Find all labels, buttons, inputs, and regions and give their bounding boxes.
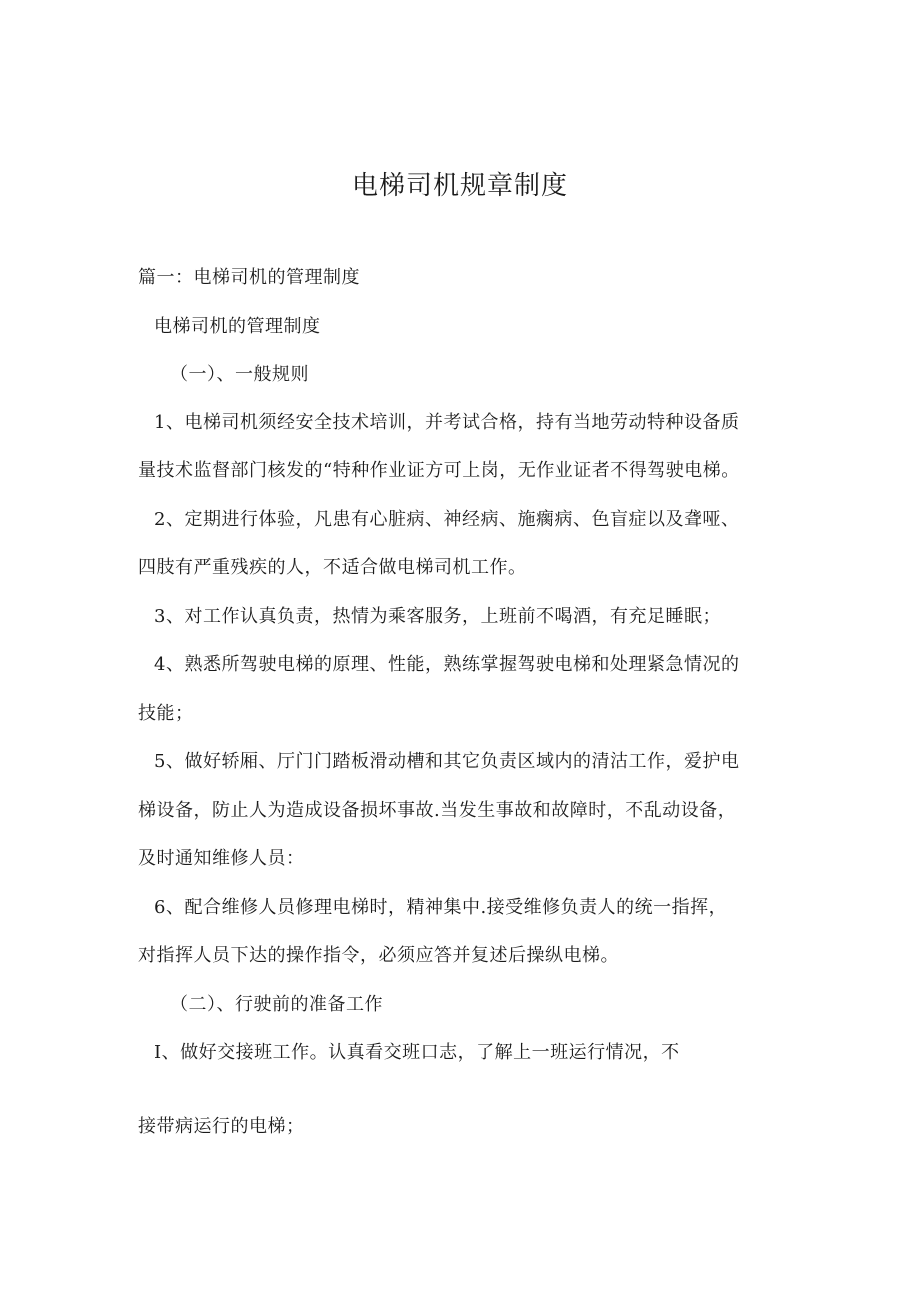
paragraph-line: 4、熟悉所驾驶电梯的原理、性能，熟练掌握驾驶电梯和处理紧急情况的 [154,654,740,675]
paragraph-line: 1、电梯司机须经安全技术培训，并考试合格，持有当地劳动特种设备质 [154,412,740,433]
section-heading-general-rules: （一）、一般规则 [170,364,309,385]
paragraph-line: 2、定期进行体验，凡患有心脏病、神经病、施瘸病、色盲症以及聋哑、 [154,509,740,530]
paragraph-line: 及时通知维修人员： [138,848,305,869]
paragraph-line: I、做好交接班工作。认真看交班口志，了解上一班运行情况，不 [154,1042,680,1063]
paragraph-line: 对指挥人员下达的操作指令，必须应答并复述后操纵电梯。 [138,945,619,966]
paragraph-line: 技能； [138,703,194,724]
paragraph-line: 6、配合维修人员修理电梯时，精神集中.接受维修负责人的统一指挥， [154,897,728,918]
paragraph-line: 四肢有严重残疾的人，不适合做电梯司机工作。 [138,557,527,578]
section-heading-preparation: （二）、行驶前的准备工作 [170,994,383,1015]
subtitle-management-rules: 电梯司机的管理制度 [154,316,321,337]
section-heading-part-one: 篇一：电梯司机的管理制度 [138,267,360,288]
document-title: 电梯司机规章制度 [351,171,568,201]
paragraph-line: 5、做好轿厢、厅门门踏板滑动槽和其它负责区域内的清沽工作，爱护电 [154,751,740,772]
paragraph-line: 量技术监督部门核发的“特种作业证方可上岗，无作业证者不得驾驶电梯。 [138,460,740,481]
paragraph-line: 3、对工作认真负责，热情为乘客服务，上班前不喝酒，有充足睡眠； [154,606,721,627]
paragraph-line: 接带病运行的电梯； [138,1116,305,1137]
paragraph-line: 梯设备，防止人为造成设备损坏事故.当发生事故和故障时，不乱动设备， [138,800,737,821]
